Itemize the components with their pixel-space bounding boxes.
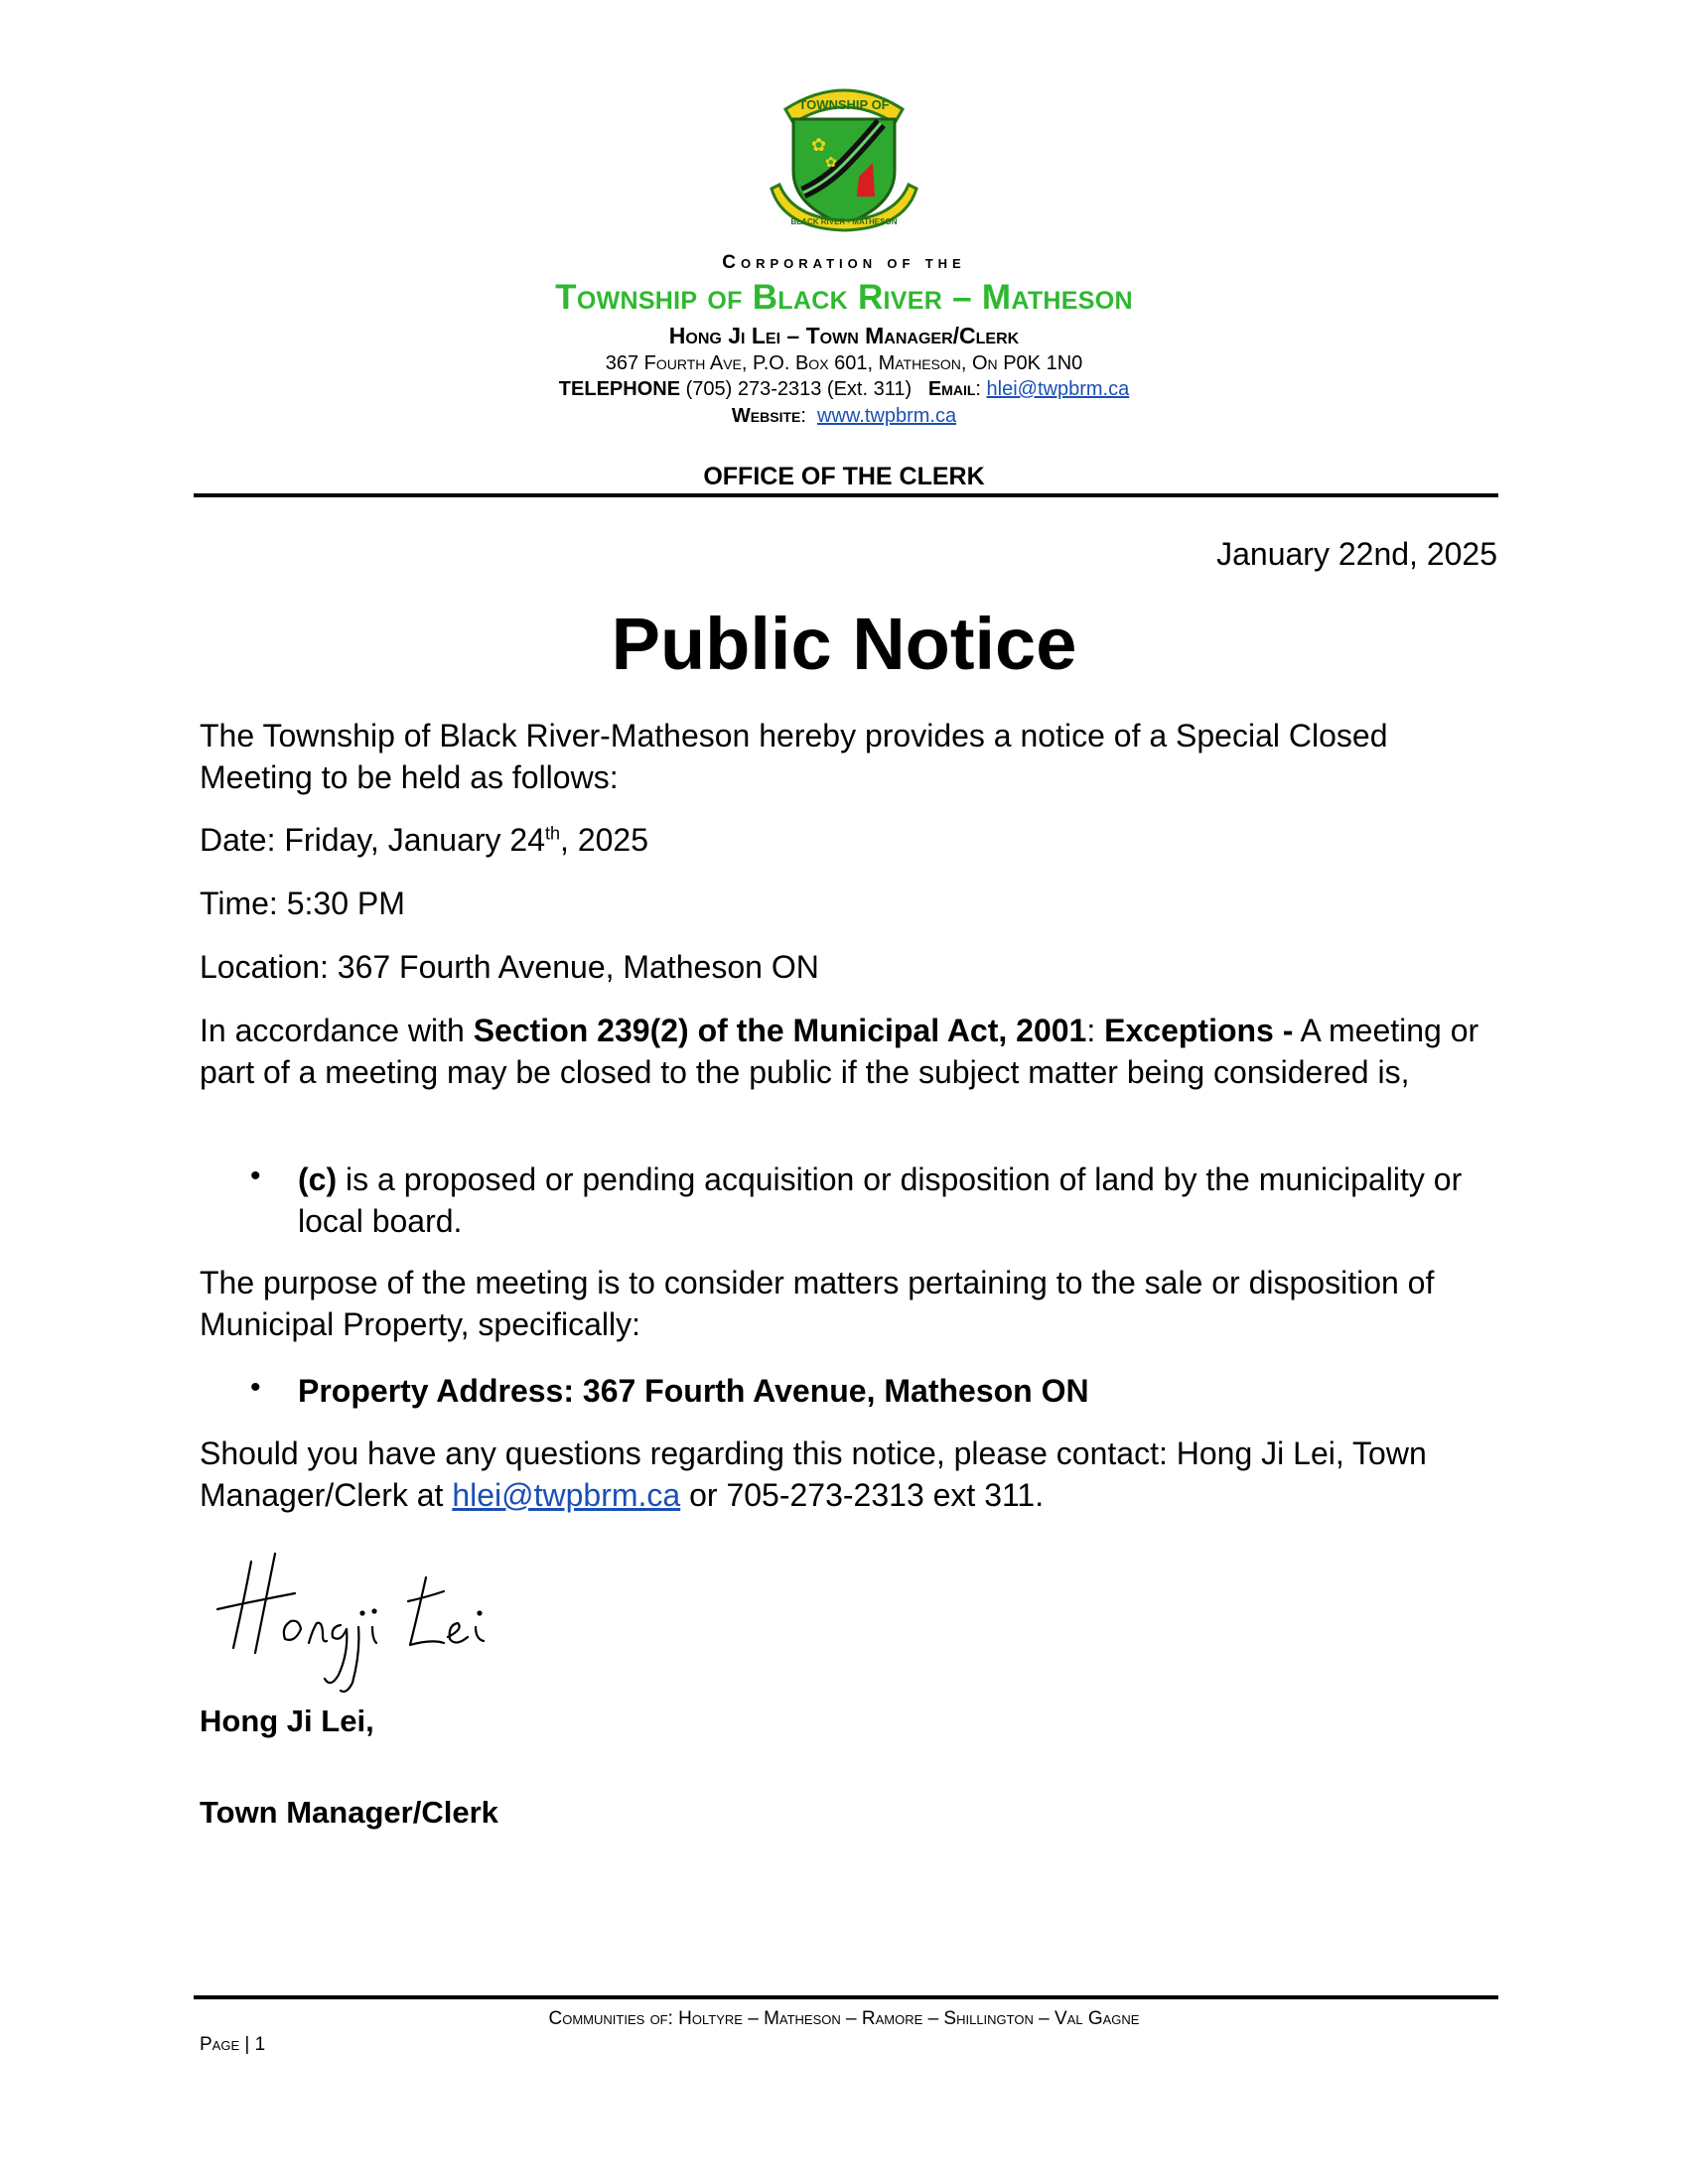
notice-title: Public Notice <box>611 603 1077 685</box>
telephone-label: TELEPHONE <box>558 378 681 400</box>
section-reference: Section 239(2) of the Municipal Act, 2001 <box>473 1013 1087 1048</box>
contact-line: TELEPHONE (705) 273-2313 (Ext. 311) Email: hlei@twpbrm.ca <box>558 378 1130 400</box>
manager-line: Hong Ji Lei – Town Manager/Clerk <box>668 323 1020 348</box>
office-of-the-clerk: OFFICE OF THE CLERK <box>703 463 985 490</box>
bullet-point: • <box>250 1371 261 1404</box>
telephone-number: (705) 273-2313 (Ext. 311) <box>685 378 913 400</box>
email-label: Email <box>927 378 976 400</box>
address-line: 367 Fourth Ave, P.O. Box 601, Matheson, On P0K 1N0 <box>605 352 1083 374</box>
accordance-prefix: In accordance with <box>200 1013 474 1048</box>
website-link[interactable]: www.twpbrm.ca <box>817 405 957 427</box>
footer-divider <box>194 1995 1498 1999</box>
accordance-colon: : <box>1086 1013 1105 1048</box>
page-number: Page | 1 <box>200 2034 266 2055</box>
svg-text:✿: ✿ <box>825 154 837 170</box>
township-name: Township of Black River – Matheson <box>555 278 1133 317</box>
header-divider <box>194 493 1498 497</box>
accordance-rest: A meeting or part of a meeting may be closed to the public if the subject matter being considered is, <box>200 1013 1479 1090</box>
property-address: Property Address: 367 Fourth Avenue, Matheson ON <box>298 1373 1089 1409</box>
svg-text:✿: ✿ <box>811 135 827 155</box>
intro-paragraph: The Township of Black River-Matheson hereby provides a notice of a Special Closed Meeting to be held as follows: <box>200 718 1388 795</box>
footer-communities: Communities of: Holtyre – Matheson – Ramore – Shillington – Val Gagne <box>548 2008 1140 2029</box>
meeting-date <box>200 819 1500 861</box>
accordance-paragraph <box>200 1010 1500 1093</box>
website-label: Website <box>731 405 801 427</box>
contact-email-link[interactable]: hlei@twpbrm.ca <box>452 1477 681 1513</box>
website-line: Website: www.twpbrm.ca <box>731 405 957 427</box>
meeting-date-prefix: Date: Friday, January 24 <box>200 822 546 858</box>
exception-c-text: is a proposed or pending acquisition or disposition of land by the municipality or local board. <box>298 1161 1463 1239</box>
signature-text: Hongji Lei <box>213 1544 218 1545</box>
header-email-link[interactable]: hlei@twpbrm.ca <box>986 378 1130 400</box>
meeting-time: Time: 5:30 PM <box>200 886 405 921</box>
meeting-date-ordinal: th <box>545 823 561 844</box>
handwritten-signature <box>213 1544 511 1698</box>
meeting-date-suffix: , 2025 <box>560 822 648 858</box>
exception-c-item <box>298 1159 1504 1242</box>
crest-banner-top-text: TOWNSHIP OF <box>798 97 890 112</box>
signatory-name: Hong Ji Lei, <box>200 1704 374 1738</box>
questions-prefix: Should you have any questions regarding this notice, please contact: Hong Ji Lei, Town Manager/Clerk at <box>200 1435 1427 1513</box>
corporation-label: Corporation of the <box>722 252 966 273</box>
exception-c-label: (c) <box>298 1161 338 1197</box>
signatory-title: Town Manager/Clerk <box>200 1795 498 1830</box>
questions-paragraph <box>200 1433 1500 1516</box>
township-crest-logo <box>764 79 924 238</box>
purpose-paragraph: The purpose of the meeting is to consider matters pertaining to the sale or disposition of Municipal Property, specifically: <box>200 1265 1435 1342</box>
questions-suffix: or 705-273-2313 ext 311. <box>680 1477 1045 1513</box>
notice-date: January 22nd, 2025 <box>1216 536 1497 572</box>
bullet-point: • <box>250 1160 261 1192</box>
meeting-location: Location: 367 Fourth Avenue, Matheson ON <box>200 949 819 985</box>
exceptions-label: Exceptions - <box>1104 1013 1294 1048</box>
crest-banner-bottom-text: BLACK RIVER - MATHESON <box>790 217 898 226</box>
